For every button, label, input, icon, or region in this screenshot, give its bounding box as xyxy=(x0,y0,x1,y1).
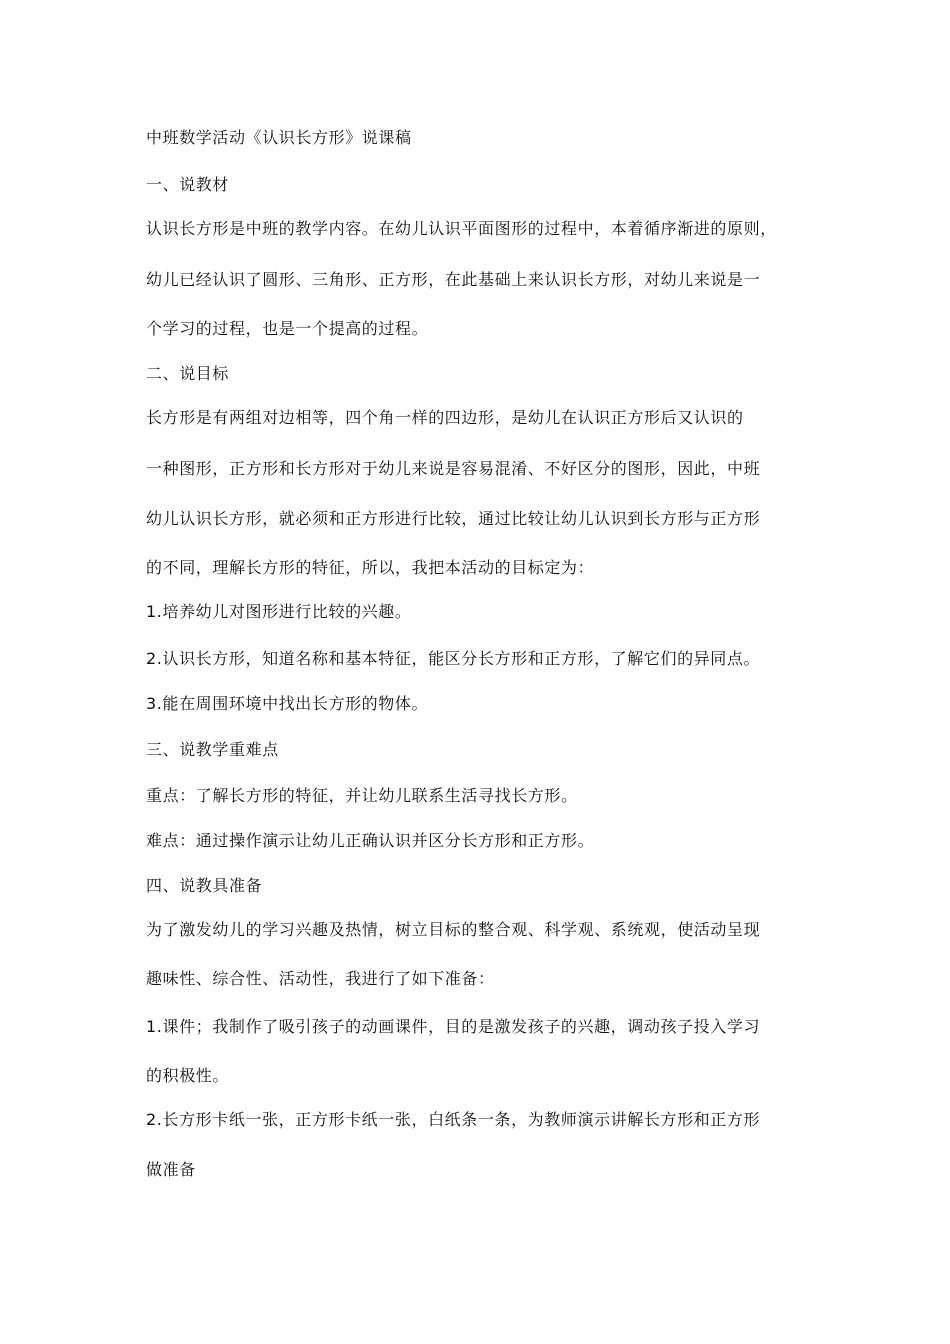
key-point-line: 重点：了解长方形的特征，并让幼儿联系生活寻找长方形。 xyxy=(146,786,578,805)
paragraph-line: 的不同，理解长方形的特征，所以，我把本活动的目标定为： xyxy=(146,558,595,577)
section-heading-materials: 一、说教材 xyxy=(146,175,230,194)
paragraph-line: 一种图形，正方形和长方形对于幼儿来说是容易混淆、不好区分的图形，因此，中班 xyxy=(146,459,761,478)
section-heading-preparation: 四、说教具准备 xyxy=(146,876,263,895)
paragraph-line: 的积极性。 xyxy=(146,1066,230,1085)
paragraph-line: 认识长方形是中班的教学内容。在幼儿认识平面图形的过程中，本着循序渐进的原则， xyxy=(146,219,777,238)
goal-item: 2.认识长方形，知道名称和基本特征，能区分长方形和正方形，了解它们的异同点。 xyxy=(146,649,761,668)
paragraph-line: 个学习的过程，也是一个提高的过程。 xyxy=(146,319,429,338)
paragraph-line: 为了激发幼儿的学习兴趣及热情，树立目标的整合观、科学观、系统观，使活动呈现 xyxy=(146,920,761,939)
paragraph-line: 趣味性、综合性、活动性，我进行了如下准备： xyxy=(146,969,495,988)
paragraph-line: 幼儿已经认识了圆形、三角形、正方形，在此基础上来认识长方形，对幼儿来说是一 xyxy=(146,270,761,289)
section-heading-goals: 二、说目标 xyxy=(146,364,230,383)
difficulty-line: 难点：通过操作演示让幼儿正确认识并区分长方形和正方形。 xyxy=(146,831,595,850)
goal-item: 1.培养幼儿对图形进行比较的兴趣。 xyxy=(146,602,412,621)
paragraph-line: 长方形是有两组对边相等，四个角一样的四边形，是幼儿在认识正方形后又认识的 xyxy=(146,408,744,427)
goal-item: 3.能在周围环境中找出长方形的物体。 xyxy=(146,694,429,713)
preparation-item: 1.课件；我制作了吸引孩子的动画课件，目的是激发孩子的兴趣，调动孩子投入学习 xyxy=(146,1017,761,1036)
paragraph-line: 做准备 xyxy=(146,1160,196,1179)
section-heading-key-points: 三、说教学重难点 xyxy=(146,740,279,759)
paragraph-line: 幼儿认识长方形，就必须和正方形进行比较，通过比较让幼儿认识到长方形与正方形 xyxy=(146,509,761,528)
document-title: 中班数学活动《认识长方形》说课稿 xyxy=(146,128,412,147)
preparation-item: 2.长方形卡纸一张，正方形卡纸一张，白纸条一条，为教师演示讲解长方形和正方形 xyxy=(146,1110,761,1129)
